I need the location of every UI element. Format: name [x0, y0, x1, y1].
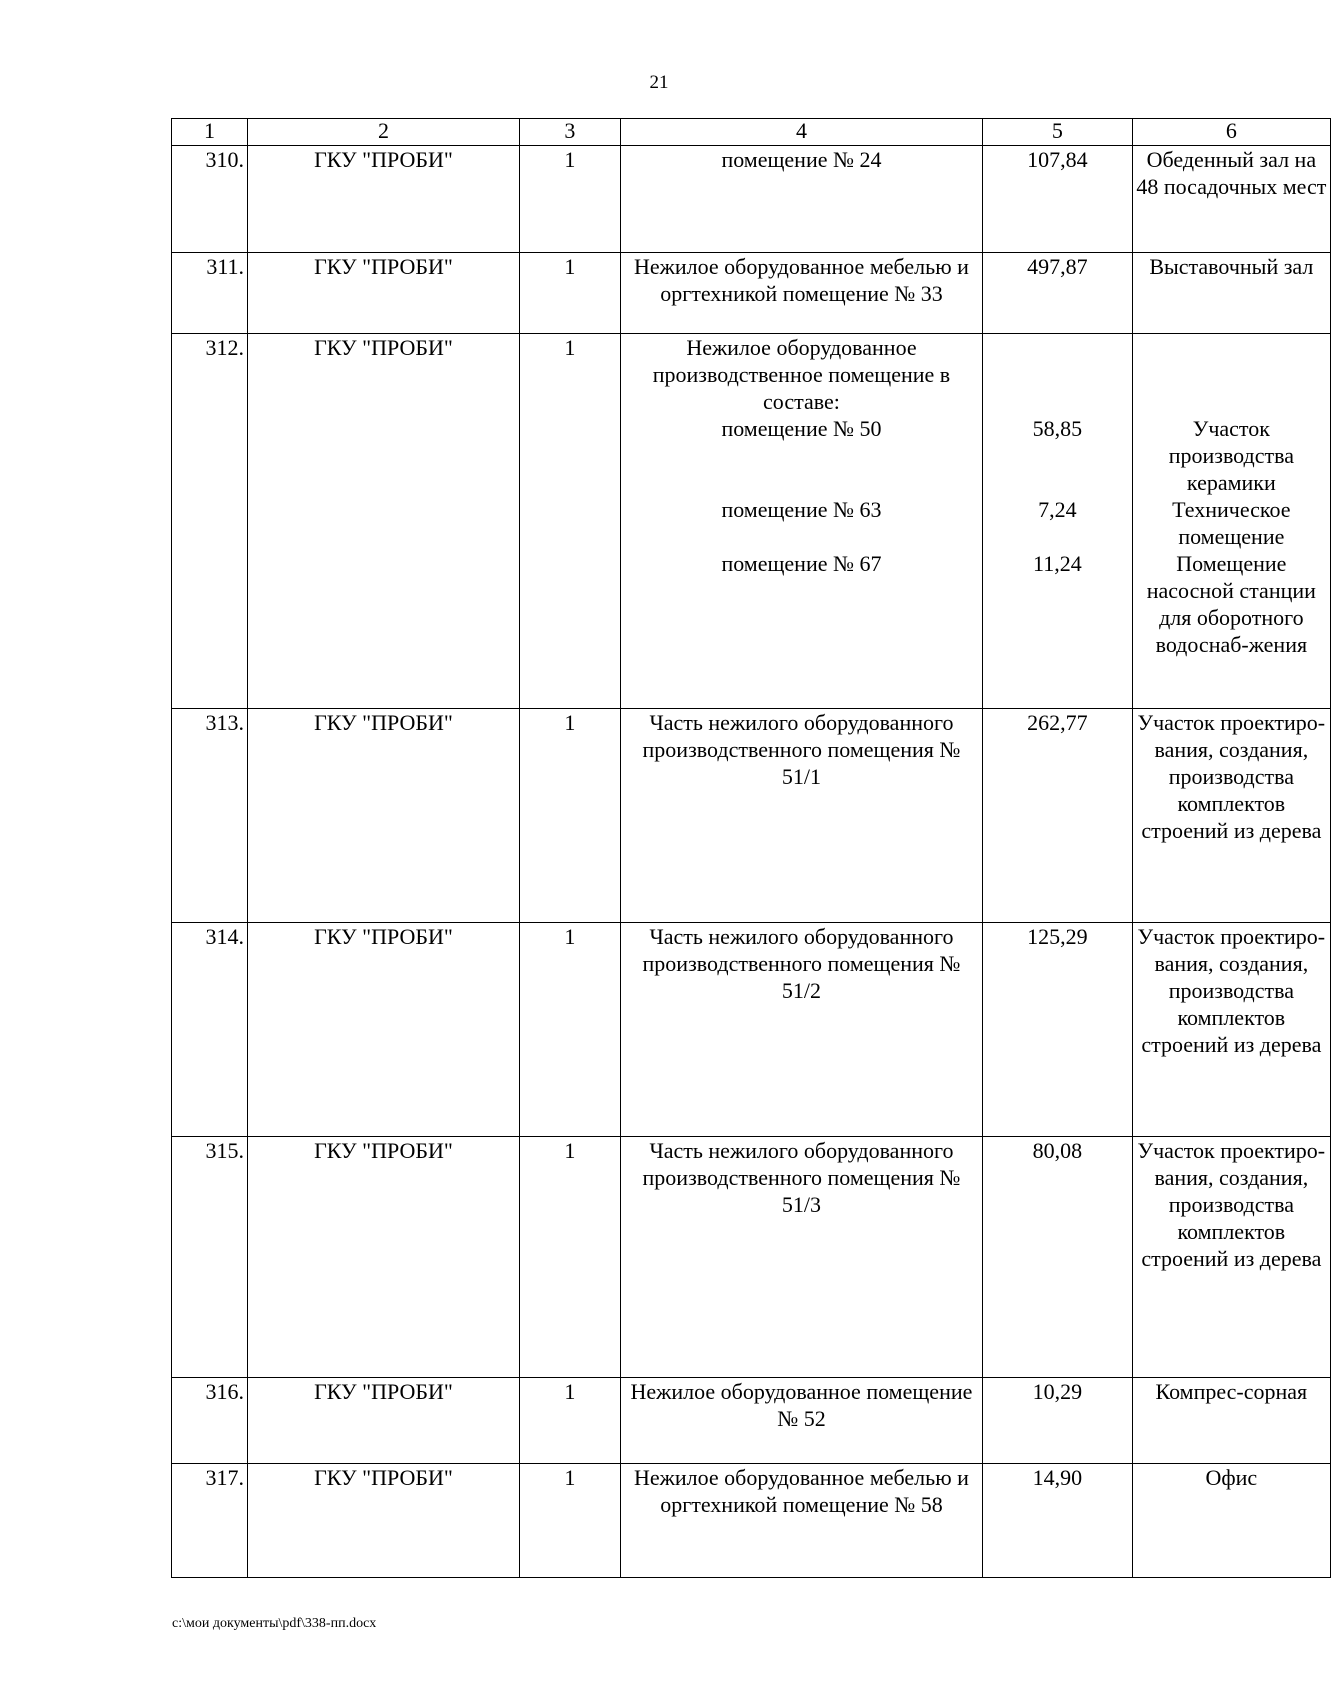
description: помещение № 24 [620, 146, 982, 253]
row-number: 317. [172, 1464, 248, 1578]
sub-item-purpose: Техническое помещение [1172, 497, 1291, 549]
organization: ГКУ "ПРОБИ" [248, 709, 520, 923]
sub-item-purpose: Помещение насосной станции для оборотного водоснаб-жения [1146, 551, 1316, 657]
purpose: Участок проектиро-вания, создания, производства комплектов строений из дерева [1132, 709, 1330, 923]
quantity: 1 [519, 1137, 620, 1378]
purpose: Офис [1132, 1464, 1330, 1578]
area: 10,29 [983, 1378, 1133, 1464]
header-row [172, 119, 1331, 146]
table-row [172, 709, 1331, 923]
row-number: 313. [172, 709, 248, 923]
description: Нежилое оборудованное мебелью и оргтехникой помещение № 58 [620, 1464, 982, 1578]
organization: ГКУ "ПРОБИ" [248, 1464, 520, 1578]
sub-item-desc: помещение № 50 [721, 416, 882, 441]
organization: ГКУ "ПРОБИ" [248, 334, 520, 709]
row-number: 315. [172, 1137, 248, 1378]
table-row [172, 334, 1331, 709]
table-row [172, 1137, 1331, 1378]
description: Нежилое оборудованное помещение № 52 [620, 1378, 982, 1464]
table-row [172, 923, 1331, 1137]
column-header: 4 [620, 119, 982, 146]
organization: ГКУ "ПРОБИ" [248, 1378, 520, 1464]
sub-item-area: 11,24 [1033, 551, 1082, 576]
quantity: 1 [519, 923, 620, 1137]
area: 497,87 [983, 253, 1133, 334]
sub-item-area: 58,85 [1032, 416, 1083, 441]
description-intro: Нежилое оборудованное производственное помещение в составе: [652, 335, 951, 414]
row-number: 314. [172, 923, 248, 1137]
property-table [171, 118, 1331, 1578]
quantity: 1 [519, 334, 620, 709]
quantity: 1 [519, 1378, 620, 1464]
page-number: 21 [649, 72, 669, 93]
organization: ГКУ "ПРОБИ" [248, 923, 520, 1137]
table-row [172, 1378, 1331, 1464]
table-row [172, 146, 1331, 253]
description: Нежилое оборудованное мебелью и оргтехникой помещение № 33 [620, 253, 982, 334]
purpose: Выставочный зал [1132, 253, 1330, 334]
sub-item-desc: помещение № 63 [721, 497, 882, 522]
sub-item-area: 7,24 [1038, 497, 1077, 522]
table-row [172, 1464, 1331, 1578]
description: Часть нежилого оборудованного производственного помещения № 51/3 [620, 1137, 982, 1378]
sub-item-desc: помещение № 67 [721, 551, 882, 576]
organization: ГКУ "ПРОБИ" [248, 146, 520, 253]
purpose: Участок проектиро-вания, создания, производства комплектов строений из дерева [1132, 1137, 1330, 1378]
quantity: 1 [519, 1464, 620, 1578]
quantity: 1 [519, 709, 620, 923]
purpose: Обеденный зал на 48 посадочных мест [1132, 146, 1330, 253]
purpose: Участок проектиро-вания, создания, производства комплектов строений из дерева [1132, 923, 1330, 1137]
area: 125,29 [983, 923, 1133, 1137]
row-number: 310. [172, 146, 248, 253]
purpose: Компрес-сорная [1132, 1378, 1330, 1464]
organization: ГКУ "ПРОБИ" [248, 1137, 520, 1378]
quantity: 1 [519, 146, 620, 253]
column-header: 3 [519, 119, 620, 146]
column-header: 2 [248, 119, 520, 146]
description [620, 334, 982, 709]
purpose [1132, 334, 1330, 709]
area: 262,77 [983, 709, 1133, 923]
area: 107,84 [983, 146, 1133, 253]
organization: ГКУ "ПРОБИ" [248, 253, 520, 334]
area [983, 334, 1133, 709]
area: 80,08 [983, 1137, 1133, 1378]
column-header: 6 [1132, 119, 1330, 146]
column-header: 5 [983, 119, 1133, 146]
row-number: 311. [172, 253, 248, 334]
quantity: 1 [519, 253, 620, 334]
area: 14,90 [983, 1464, 1133, 1578]
row-number: 312. [172, 334, 248, 709]
file-path-footer: c:\мои документы\pdf\338-пп.docx [172, 1616, 377, 1631]
row-number: 316. [172, 1378, 248, 1464]
table-row [172, 253, 1331, 334]
sub-item-purpose: Участок производства керамики [1168, 416, 1294, 495]
description: Часть нежилого оборудованного производственного помещения № 51/2 [620, 923, 982, 1137]
description: Часть нежилого оборудованного производственного помещения № 51/1 [620, 709, 982, 923]
column-header: 1 [172, 119, 248, 146]
